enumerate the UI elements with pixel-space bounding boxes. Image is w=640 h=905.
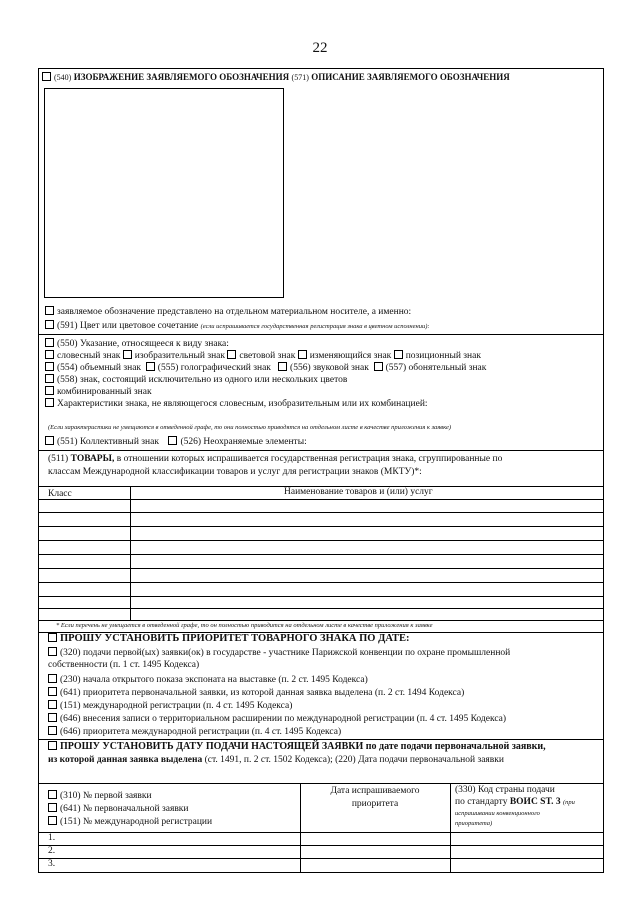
volume-label: (554) объемный знак xyxy=(57,363,142,373)
combined-checkbox[interactable] xyxy=(45,386,54,395)
goods-table-row-line xyxy=(38,620,604,621)
characteristics-label: Характеристики знака, не являющегося словесным, изобразительным или их комбинацией: xyxy=(57,399,428,409)
kind-row-3 xyxy=(45,374,347,385)
combined-label: комбинированный знак xyxy=(57,387,152,397)
bottom-row-line-1 xyxy=(38,845,604,846)
priority-date-header-2: приоритета xyxy=(351,799,399,809)
image-checkbox[interactable] xyxy=(42,72,51,81)
priority-item-1-cont: собственности (п. 1 ст. 1495 Кодекса) xyxy=(48,660,200,670)
priority-date-header-1: Дата испрашиваемого xyxy=(330,786,420,796)
priority-646a-checkbox[interactable] xyxy=(48,713,57,722)
holographic-label: (555) голографический знак xyxy=(157,363,271,373)
color-note: (если испрашивается государственная регистрация знака в цветном исполнении): xyxy=(200,323,430,330)
goods-table-divider xyxy=(130,486,131,620)
bottom-left-item-3 xyxy=(48,816,212,827)
priority-title xyxy=(48,633,409,644)
figurative-checkbox[interactable] xyxy=(123,350,132,359)
image-placeholder-box xyxy=(44,88,284,298)
word-mark-label: словесный знак xyxy=(57,351,121,361)
kind-row-1 xyxy=(45,350,481,361)
color-only-checkbox[interactable] xyxy=(45,374,54,383)
priority-230-label: (230) начала открытого показа экспоната на выставке (п. 2 ст. 1495 Кодекса) xyxy=(60,675,368,685)
initial-app-label: (641) № первоначальной заявки xyxy=(60,804,189,814)
priority-320-label: (320) подачи первой(ых) заявки(ок) в государстве - участнике Парижской конвенции по охране промышленной xyxy=(60,648,511,658)
goods-table-row-line xyxy=(38,596,604,597)
bottom-row-1-num: 1. xyxy=(48,833,56,843)
goods-footnote: * Если перечень не умещается в отведенной графе, то он полностью приводится на отдельном листе в качестве приложения к заявке xyxy=(56,622,433,629)
collective-row xyxy=(45,436,307,447)
priority-641-checkbox[interactable] xyxy=(48,687,57,696)
priority-646b-checkbox[interactable] xyxy=(48,726,57,735)
color-checkbox[interactable] xyxy=(45,320,54,329)
intl-reg-label: (151) № международной регистрации xyxy=(60,817,213,827)
kind-note: (Если характеристики не умещаются в отведенной графе, то они полностью приводятся на отдельном листе в качестве приложения к заявке) xyxy=(48,424,452,431)
sound-checkbox[interactable] xyxy=(278,362,287,371)
changing-checkbox[interactable] xyxy=(298,350,307,359)
figurative-label: изобразительный знак xyxy=(134,351,225,361)
country-code-header-3: испрашивании конвенционного xyxy=(455,810,540,817)
bottom-col-divider-1 xyxy=(300,783,301,873)
divider-4 xyxy=(38,739,604,740)
goods-table-row-line xyxy=(38,554,604,555)
page-number: 22 xyxy=(312,40,328,56)
first-app-checkbox[interactable] xyxy=(48,790,57,799)
bottom-left-item-1 xyxy=(48,790,152,801)
light-checkbox[interactable] xyxy=(227,350,236,359)
desc-title: ОПИСАНИЕ ЗАЯВЛЯЕМОГО ОБОЗНАЧЕНИЯ xyxy=(311,72,510,82)
filing-line-2-bold: из которой данная заявка выделена xyxy=(48,755,203,765)
smell-checkbox[interactable] xyxy=(374,362,383,371)
country-code-header-2 xyxy=(455,797,575,807)
divider-1 xyxy=(38,334,604,335)
first-app-label: (310) № первой заявки xyxy=(60,791,152,801)
goods-line-1 xyxy=(48,454,502,464)
priority-item-4 xyxy=(48,700,292,711)
goods-table-row-line xyxy=(38,499,604,500)
priority-title-text: ПРОШУ УСТАНОВИТЬ ПРИОРИТЕТ ТОВАРНОГО ЗНАКА ПО ДАТЕ: xyxy=(60,633,410,644)
goods-table-row-line xyxy=(38,608,604,609)
sound-label: (556) звуковой знак xyxy=(290,363,369,373)
bottom-col-divider-2 xyxy=(450,783,451,873)
priority-item-6 xyxy=(48,726,341,737)
material-carrier-row xyxy=(45,306,411,317)
goods-table-row-line xyxy=(38,582,604,583)
unprotected-checkbox[interactable] xyxy=(168,436,177,445)
changing-label: изменяющийся знак xyxy=(309,351,392,361)
priority-646b-label: (646) приоритета международной регистрации (п. 4 ст. 1495 Кодекса) xyxy=(60,727,342,737)
collective-checkbox[interactable] xyxy=(45,436,54,445)
bottom-row-2-num: 2. xyxy=(48,846,56,856)
characteristics-checkbox[interactable] xyxy=(45,398,54,407)
goods-table-row-line xyxy=(38,526,604,527)
country-code-std: по стандарту xyxy=(455,797,508,807)
positional-checkbox[interactable] xyxy=(394,350,403,359)
filing-checkbox[interactable] xyxy=(48,741,57,750)
bottom-rows-top xyxy=(38,832,604,833)
filing-title xyxy=(48,741,546,752)
divider-2 xyxy=(38,450,604,451)
image-code: (540) xyxy=(54,73,72,82)
word-mark-checkbox[interactable] xyxy=(45,350,54,359)
positional-label: позиционный знак xyxy=(405,351,481,361)
goods-table-row-line xyxy=(38,512,604,513)
priority-item-1 xyxy=(48,647,510,658)
goods-table-row-line xyxy=(38,568,604,569)
priority-230-checkbox[interactable] xyxy=(48,674,57,683)
country-code-header-4: приоритета) xyxy=(455,820,493,827)
color-only-label: (558) знак, состоящий исключительно из одного или нескольких цветов xyxy=(57,375,348,385)
priority-item-5 xyxy=(48,713,506,724)
priority-641-label: (641) приоритета первоначальной заявки, из которой данная заявка выделена (п. 2 ст. 1494 Кодекса) xyxy=(60,688,465,698)
country-code-when: (при xyxy=(562,799,575,806)
priority-646a-label: (646) внесения записи о территориальном расширении по международной регистрации (п. 4 ст. 1495 Кодекса) xyxy=(60,714,507,724)
priority-checkbox[interactable] xyxy=(48,633,57,642)
bottom-left-item-2 xyxy=(48,803,189,814)
priority-item-2 xyxy=(48,674,368,685)
initial-app-checkbox[interactable] xyxy=(48,803,57,812)
image-section-header xyxy=(42,72,510,83)
volume-checkbox[interactable] xyxy=(45,362,54,371)
col-name-header: Наименование товаров и (или) услуг xyxy=(284,487,433,497)
kind-row-2 xyxy=(45,362,486,373)
priority-item-3 xyxy=(48,687,464,698)
kind-heading-text: (550) Указание, относящееся к виду знака: xyxy=(57,339,229,349)
goods-table-row-line xyxy=(38,540,604,541)
priority-151-label: (151) международной регистрации (п. 4 ст. 1495 Кодекса) xyxy=(60,701,293,711)
color-row xyxy=(45,320,430,331)
desc-code: (571) xyxy=(291,73,309,82)
divider-5 xyxy=(38,783,604,784)
kind-row-4 xyxy=(45,386,152,397)
kind-row-5 xyxy=(45,398,428,409)
goods-text-1: в отношении которых испрашивается государственная регистрация знака, сгруппированные по xyxy=(116,454,503,464)
priority-151-checkbox[interactable] xyxy=(48,700,57,709)
kind-heading xyxy=(45,338,229,349)
filing-line-2-rest: (ст. 1491, п. 2 ст. 1502 Кодекса); (220) Дата подачи первоначальной заявки xyxy=(204,755,504,765)
color-label: (591) Цвет или цветовое сочетание xyxy=(57,321,199,331)
goods-code: (511) xyxy=(48,454,69,464)
unprotected-label: (526) Неохраняемые элементы: xyxy=(180,437,307,447)
image-title: ИЗОБРАЖЕНИЕ ЗАЯВЛЯЕМОГО ОБОЗНАЧЕНИЯ xyxy=(73,72,290,82)
kind-checkbox[interactable] xyxy=(45,338,54,347)
collective-label: (551) Коллективный знак xyxy=(57,437,159,447)
country-code-st3: ВОИС ST. 3 xyxy=(509,797,561,807)
intl-reg-checkbox[interactable] xyxy=(48,816,57,825)
light-label: световой знак xyxy=(239,351,296,361)
priority-320-checkbox[interactable] xyxy=(48,647,57,656)
bottom-row-line-2 xyxy=(38,858,604,859)
goods-title: ТОВАРЫ, xyxy=(70,454,115,464)
goods-line-2: классам Международной классификации товаров и услуг для регистрации знаков (МКТУ)*: xyxy=(48,467,422,477)
holographic-checkbox[interactable] xyxy=(146,362,155,371)
bottom-row-3-num: 3. xyxy=(48,859,56,869)
smell-label: (557) обонятельный знак xyxy=(385,363,487,373)
filing-line-2 xyxy=(48,755,504,765)
material-carrier-checkbox[interactable] xyxy=(45,306,54,315)
country-code-header-1: (330) Код страны подачи xyxy=(455,785,555,795)
material-carrier-label: заявляемое обозначение представлено на отдельном материальном носителе, а именно: xyxy=(57,307,412,317)
filing-title-text: ПРОШУ УСТАНОВИТЬ ДАТУ ПОДАЧИ НАСТОЯЩЕЙ ЗАЯВКИ по дате подачи первоначальной заявки, xyxy=(60,741,546,752)
col-class-header: Класс xyxy=(48,489,72,499)
